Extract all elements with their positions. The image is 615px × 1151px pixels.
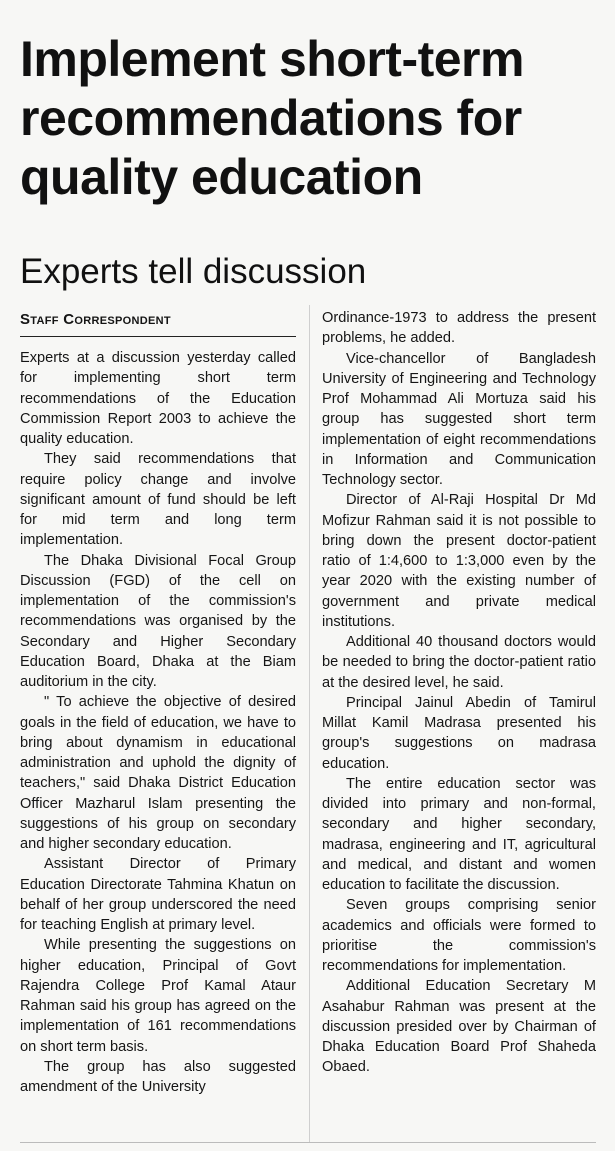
right-column <box>322 308 596 1078</box>
byline: Staff Correspondent <box>20 310 296 337</box>
paragraph: Vice-chancellor of Bangladesh University of Engineering and Technology Prof Mohammad Ali Mortuza said his group has suggested short term implementation of eight recommendations in Information and Communication Technology sector. <box>322 350 596 488</box>
paragraph: While presenting the suggestions on higher education, Principal of Govt Rajendra College Prof Kamal Ataur Rahman said his group has agreed on the implementation of 161 recommendations on short term basis. <box>20 937 296 1055</box>
paragraph: Director of Al-Raji Hospital Dr Md Mofizur Rahman said it is not possible to bring down the present doctor-patient ratio of 1:4,600 to 1:3,000 even by the year 2020 with the existing number of government and private medical institutions. <box>322 492 596 630</box>
headline: Implement short-term recommendations for quality education <box>20 31 524 205</box>
paragraph: Assistant Director of Primary Education Directorate Tahmina Khatun on behalf of her group underscored the need for teaching English at primary level. <box>20 856 296 933</box>
paragraph: They said recommendations that require policy change and involve significant amount of fund should be left for mid term and long term implementation. <box>20 451 296 549</box>
paragraph: The Dhaka Divisional Focal Group Discussion (FGD) of the cell on implementation of the commission's recommendations was organised by the Secondary and Higher Secondary Education Board, Dhaka at the Biam auditorium in the city. <box>20 552 296 690</box>
paragraph: Additional 40 thousand doctors would be needed to bring the doctor-patient ratio at the desired level, he said. <box>322 634 596 691</box>
paragraph: Seven groups comprising senior academics and officials were formed to prioritise the commission's recommendations for implementation. <box>322 897 596 974</box>
column-divider <box>309 305 310 1143</box>
paragraph: The entire education sector was divided into primary and non-formal, secondary and higher secondary, madrasa, engineering and IT, agricultural and medical, and distant and women education to facilitate the discussion. <box>322 775 596 893</box>
paragraph: Ordinance-1973 to address the present problems, he added. <box>322 310 596 347</box>
bottom-divider <box>20 1142 596 1143</box>
paragraph: Additional Education Secretary M Asahabur Rahman was present at the discussion presided over by Chairman of Dhaka Education Board Prof Shaheda Obaed. <box>322 978 596 1076</box>
subheadline: Experts tell discussion <box>20 252 367 291</box>
paragraph: The group has also suggested amendment of the University <box>20 1058 296 1095</box>
left-column <box>20 348 296 1097</box>
paragraph: Principal Jainul Abedin of Tamirul Millat Kamil Madrasa presented his group's suggestions on madrasa education. <box>322 694 596 772</box>
paragraph: Experts at a discussion yesterday called for implementing short term recommendations of the Education Commission Report 2003 to achieve the quality education. <box>20 350 296 447</box>
paragraph: " To achieve the objective of desired goals in the field of education, we have to bring about dynamism in educational administration and uphold the dignity of teachers," said Dhaka District Education Officer Mazharul Islam presenting the suggestions of his group on secondary and higher secondary education. <box>20 694 296 852</box>
